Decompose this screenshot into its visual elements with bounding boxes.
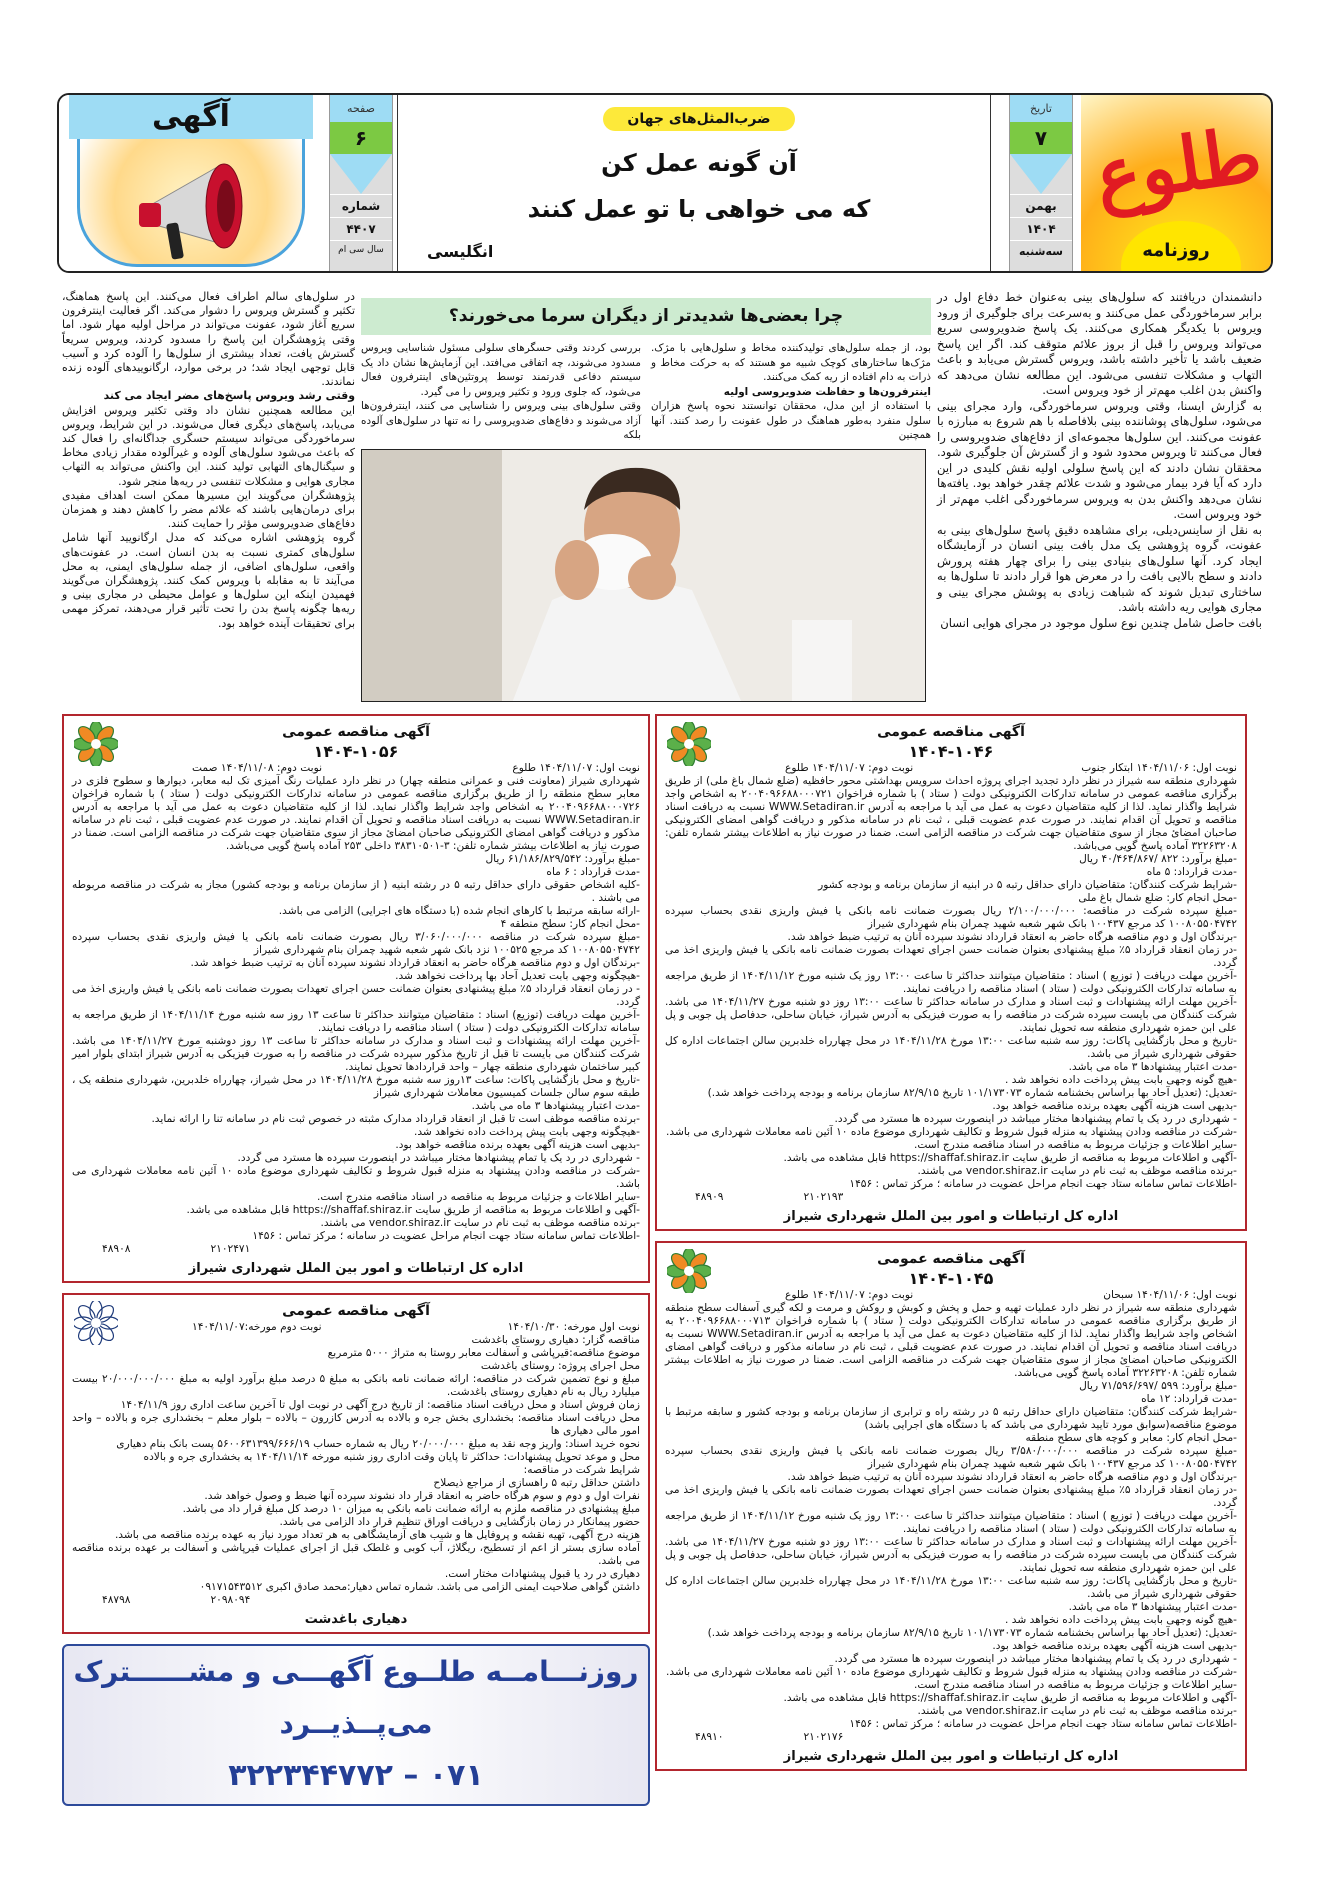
ad-title: آگهی مناقصه عمومی	[282, 724, 430, 740]
ad-clause: مبلغ پیشنهادی در مناقصه ملزم به ارائه ضمانت نامه بانکی به میزان ۱۰ درصد کل مبلغ قرار داد می باشد.	[182, 1503, 640, 1515]
ad-clause: -بدیهی است هزینه آگهی بعهده برنده مناقصه خواهد بود.	[992, 1100, 1237, 1112]
ad-clause: حضور پیمانکار در زمان بازگشایی و دریافت اوراق تنظیم قرار داد الزامی می باشد.	[279, 1516, 640, 1528]
ad-clause: نحوه خرید اسناد: واریز وجه نقد به مبلغ ۲۰/۰۰۰/۰۰۰ ریال به شماره حساب ۵۶۰۰۶۳۱۳۹۹/۶۶۶/۱۹ پست بانک بنام دهیاری	[116, 1438, 640, 1450]
ad-clause: -کلیه اشخاص حقوقی دارای حداقل رتبه ۵ در رشته ابنیه ( از سازمان برنامه و بودجه کشور) مجاز به شرکت در مناقصه مربوطه می باشند .	[72, 879, 641, 904]
ad-clause: -مبلغ برآورد: ۸۲۲ /۴۰/۴۶۴/۸۶۷ ریال	[1079, 853, 1237, 865]
ad-codes	[665, 1191, 1237, 1204]
ad-clause: -برندگان اول و دوم مناقصه هرگاه حاضر به انعقاد قرارداد نشوند سپرده آنان به ترتیب ضبط خواهد شد.	[190, 957, 640, 969]
ad-clause: -برنده مناقصه موظف به ثبت نام در سایت vendor.shiraz.ir می باشند.	[917, 1165, 1237, 1177]
ad-clause: -مدت اعتبار پیشنهادها ۳ ماه می باشد.	[1068, 1061, 1237, 1073]
ad-clause: آماده سازی بستر از اعم از تسطیح، ریگلاژ، آب کوبی و غلطک قبل از اجرای عملیات قیرپاشی و آسفالت بر عهده برنده مناقصه می باشد.	[72, 1542, 640, 1567]
ad-footer: دهیاری باغدشت	[304, 1612, 408, 1627]
ad-clause: -محل انجام کار: ضلع شمال باغ ملی	[1078, 892, 1237, 904]
ad-clause: -آگهی و اطلاعات مربوط به مناقصه از طریق سایت https://shaffaf.shiraz.ir قابل مشاهده می باشد.	[783, 1152, 1237, 1164]
first-publication: نوبت اول: ۱۴۰۴/۱۱/۰۷ طلوع	[512, 762, 640, 774]
ad-clause: -تعدیل: (تعدیل آحاد بها براساس بخشنامه شماره ۱۰۱/۱۷۳۰۷۳ تاریخ ۸۲/۹/۱۵ سازمان برنامه و بودجه پرداخت خواهد شد.)	[707, 1627, 1237, 1639]
ad-clause: -ارائه سابقه مرتبط با کارهای انجام شده (با دستگاه های اجرایی) الزامی می باشد.	[278, 905, 640, 917]
ad-clause: دهیاری در رد یا قبول پیشنهادات مختار است.	[444, 1568, 640, 1580]
article-paragraph: این مطالعه همچنین نشان داد وقتی تکثیر ویروس افزایش می‌یابد، پاسخ‌های دیگری فعال می‌شوند. در این شرایط، ویروس سرماخوردگی می‌تواند سیستم حسگری جداگانه‌ای را فعال کند که باعث می‌شود سلول‌های آلوده و غیرآلوده مقدار زیادی مخاط و سیگنال‌های التهابی تولید کنند. این واکنش می‌تواند به التهاب مجاری هوایی و مشکلات تنفسی در ریه‌ها منجر شود.	[62, 403, 355, 488]
ad-clause: - در زمان انعقاد قرارداد ۵٪ مبلغ پیشنهادی بعنوان ضمانت حسن اجرای تعهدات بصورت ضمانت نامه بانکی یا فیش واریزی اخذ می گردد.	[72, 983, 640, 1008]
article-photo	[361, 449, 926, 702]
ad-body	[665, 775, 1237, 1191]
ad-header	[665, 1249, 1237, 1289]
shiraz-municipality-logo-icon	[667, 722, 711, 766]
date-year: ۱۴۰۴	[1010, 217, 1072, 240]
ad-dates	[665, 762, 1237, 775]
ad-dates	[72, 1321, 640, 1334]
ad-number: ۱۴۰۴-۱۰۴۵	[908, 1269, 994, 1288]
proverb-label: ضرب‌المثل‌های جهان	[603, 107, 794, 131]
ad-clause: -تعدیل: (تعدیل آحاد بها براساس بخشنامه شماره ۱۰۱/۱۷۳۰۷۳ تاریخ ۸۲/۹/۱۵ سازمان برنامه و بودجه پرداخت خواهد شد.)	[707, 1087, 1237, 1099]
ad-codes	[72, 1594, 640, 1607]
ad-header	[665, 722, 1237, 762]
date-column	[1009, 95, 1073, 271]
ad-clause: -شرکت در مناقصه ودادن پیشنهاد به منزله قبول شروط و تکالیف شهرداری موضوع ماده ۱۰ آئین نامه معاملات شهرداری می باشد.	[72, 1165, 640, 1190]
article-paragraph: گروه پژوهشی اشاره می‌کند که مدل ارگانویید آنها شامل سلول‌های کمتری نسبت به بدن انسان است. در عفونت‌های واقعی، سلول‌های اضافی، از جمله سلول‌های ایمنی، به محل می‌آیند تا به مقابله با ویروس کمک کنند. پژوهشگران می‌گویند فهمیدن اینکه این سلول‌ها و عوامل محیطی در مجاری بینی و ریه‌ها چگونه پاسخ بدن را تحت تأثیر قرار می‌دهند، تمرکز مهمی برای تحقیقات آینده خواهد بود.	[62, 531, 355, 630]
first-publication: نوبت اول: ۱۴۰۴/۱۱/۰۶ سبحان	[1103, 1289, 1237, 1301]
issue-number: ۴۴۰۷	[330, 217, 392, 240]
ad-clause: -شرایط شرکت کنندگان: متقاضیان دارای حداقل رتبه ۵ در رشته راه و ترابری از سازمان برنامه و بودجه کشور و سابقه مرتبط با موضوع مناقصه(سوابق مورد تایید شهرداری می باشد که با دستگاه های اجرایی باشد)	[665, 1406, 1238, 1431]
subscribe-line2: می‌پــذیــرد	[279, 1707, 433, 1740]
ad-footer: اداره کل ارتباطات و امور بین الملل شهرداری شیراز	[783, 1749, 1119, 1764]
ad-clause: -آگهی و اطلاعات مربوط به مناقصه از طریق سایت https://shaffaf.shiraz.ir قابل مشاهده می باشد.	[783, 1692, 1237, 1704]
article-paragraph: وقتی سلول‌های بینی ویروس را شناسایی می کنند، اینترفرون‌ها آزاد می‌شوند و دفاع‌های ضدویروسی را نه تنها در سلول‌های آلوده بلکه	[361, 400, 641, 441]
ad-clause: مبلغ و نوع تضمین شرکت در مناقصه: ارائه ضمانت نامه بانکی به مبلغ ۵ درصد مبلغ برآورد اولیه به مبلغ ۲۰/۰۰۰/۰۰۰/۰۰۰ بیست میلیارد ریال به نام دهیاری روستای باغدشت.	[72, 1373, 640, 1398]
ad-clause: محل اجرای پروژه: روستای باغدشت	[480, 1360, 640, 1372]
ad-clause: محل و موعد تحویل پیشنهادات: حداکثر تا پایان وقت اداری روز شنبه مورخه ۱۴۰۴/۱۱/۱۴ به بخشداری جره و بالاده	[143, 1451, 640, 1463]
ad-clause: -سایر اطلاعات و جزئیات مربوط به مناقصه در اسناد مناقصه مندرج است.	[913, 1679, 1237, 1691]
masthead	[57, 93, 1273, 273]
tender-ad-baghdasht	[62, 1293, 650, 1634]
ad-title: آگهی مناقصه عمومی	[877, 1251, 1025, 1267]
ads-right-column	[655, 714, 1247, 1771]
ad-clause: -برندگان اول و دوم مناقصه هرگاه حاضر به انعقاد قرارداد نشوند سپرده آنان به ترتیب ضبط خواهد شد.	[787, 1471, 1237, 1483]
ad-codes	[665, 1731, 1237, 1744]
ad-clause: داشتن گواهی صلاحیت ایمنی الزامی می باشد. شماره تماس دهیار:محمد صادق اکبری ۰۹۱۷۱۵۴۳۵۱۲	[199, 1581, 640, 1593]
brand-sub: روزنامه	[1142, 240, 1210, 261]
ad-clause: -در زمان انعقاد قرارداد ۵٪ مبلغ پیشنهادی بعنوان ضمانت حسن اجرای تعهدات بصورت ضمانت نامه بانکی یا فیش واریزی اخذ می گردد.	[665, 944, 1237, 969]
ad-title: آگهی مناقصه عمومی	[282, 1303, 430, 1319]
ad-number: ۱۴۰۴-۱۰۴۶	[908, 742, 994, 761]
ad-clause: -آخرین مهلت دریافت ( توزیع ) اسناد : متقاضیان میتوانند حداکثر تا ساعت ۱۳:۰۰ روز یک شنبه مورخ ۱۴۰۴/۱۱/۱۲ از طریق مراجعه به سامانه تدارکات الکترونیکی دولت ( ستاد ) اسناد مناقصه را دریافت نمایند.	[665, 1510, 1237, 1535]
article-paragraph: بررسی کردند وقتی حسگرهای سلولی مسئول شناسایی ویروس مسدود می‌شوند، چه اتفاقی می‌افتد. این آزمایش‌ها نشان داد یک سیستم دفاعی قدرتمند توسط پروتئین‌های اینترفرون فعال می‌شود، که جلوی ورود و تکثیر ویروس را می گیرد.	[361, 342, 641, 398]
ad-codes	[72, 1243, 640, 1256]
divider	[990, 95, 991, 271]
ad-clause: -برنده مناقصه موظف به ثبت نام در سایت vendor.shiraz.ir می باشند.	[320, 1217, 640, 1229]
ad-clause: -شرکت در مناقصه ودادن پیشنهاد به منزله قبول شروط و تکالیف شهرداری موضوع ماده ۱۰ آئین نامه معاملات شهرداری می باشد.	[666, 1666, 1237, 1678]
ad-clause: - شهرداری در رد یک یا تمام پیشنهادها مختار میباشد در اینصورت سپرده ها مسترد می گردد.	[834, 1653, 1237, 1665]
article-paragraph: دانشمندان دریافتند که سلول‌های بینی به‌عنوان خط دفاع اول در برابر سرماخوردگی عمل می‌کنند و به‌سرعت برای جلوگیری از ورود ویروس با یکدیگر همکاری می‌کنند. یک پاسخ ضدویروسی سریع می‌تواند ویروس را قبل از بروز علائم متوقف کند. اگر این پاسخ ضعیف باشد یا تأخیر داشته باشد، ویروس گسترش می‌یابد و باعث التهاب و مشکلات تنفسی می‌شود. این مطالعه نشان می‌دهد که واکنش بدن اغلب مهم‌تر از خود ویروس است.	[937, 290, 1262, 397]
page-label: صفحه	[330, 95, 392, 122]
ad-clause: -آخرین مهلت ارائه پیشنهادات و ثبت اسناد و مدارک در سامانه حداکثر تا ساعت ۱۳:۰۰ روز دو شنبه مورخ ۱۴۰۴/۱۱/۲۷ می باشد. شرکت کنندگان می بایست سپرده شرکت در مناقصه را به صورت فیزیکی به آدرس شیراز، خیابان ساحلی، حدفاصل پل جوبی و پل علی ابن حمزه شهرداری منطقه سه تحویل نمایند.	[665, 996, 1237, 1034]
ad-clause: -تاریخ و محل بازگشایی پاکات: ساعت ۱۳روز سه شنبه مورخ ۱۴۰۴/۱۱/۲۸ در محل شیراز، چهارراه خلدبرین، شهرداری منطقه یک ، طبقه سوم سالن جلسات کمیسیون معاملات شهرداری شیراز	[72, 1074, 640, 1099]
newspaper-logo	[1081, 95, 1271, 271]
date-day: ۷	[1010, 122, 1072, 154]
ad-clause: شهرداری منطقه سه شیراز در نظر دارد تجدید اجرای پروژه احداث سرویس بهداشتی محور حافظیه (ضلع شمال باغ ملی) از طریق برگزاری مناقصه عمومی در سامانه تدارکات الکترونیکی دولت ( ستاد ) با شماره فراخوان ۲۰۰۴۰۹۶۶۸۸۰۰۰۷۲۱ به اشخاص واجد شرایط واگذار نماید. لذا از کلیه متقاضیان دعوت به عمل می آید با مراجعه به آدرس WWW.Setadiran.ir نسبت به دریافت اسناد مناقصه و تحویل آن اقدام نمایند. در صورت عدم عضویت قبلی ، ثبت نام در سامانه مذکور و دریافت گواهی امضای الکترونیکی صاحبان امضائ مجاز از سوی متقاضیان جهت شرکت در مناقصه الزامی است. ضمنا در صورت نیاز به اطلاعات بیشتر شماره تلفن: ۳۲۲۶۳۲۰۸ آماده پاسخ گویی می‌باشد.	[665, 775, 1237, 852]
ad-clause: -اطلاعات تماس سامانه ستاد جهت انجام مراحل عضویت در سامانه ؛ مرکز تماس : ۱۴۵۶	[849, 1178, 1237, 1190]
tender-ad-1045	[655, 1241, 1247, 1771]
ad-clause: -آخرین مهلت دریافت ( توزیع ) اسناد : متقاضیان میتوانند حداکثر تا ساعت ۱۳:۰۰ روز یک شنبه مورخ ۱۴۰۴/۱۱/۱۲ از طریق مراجعه به سامانه تدارکات الکترونیکی دولت ( ستاد ) اسناد مناقصه را دریافت نمایند.	[665, 970, 1237, 995]
article-paragraph: به نقل از ساینس‌دیلی، برای مشاهده دقیق پاسخ سلول‌های بینی به عفونت، گروه پژوهشی یک مدل بافت بینی انسان در آزمایشگاه ایجاد کرد. آنها سلول‌های بنیادی بینی را برای چهار هفته پرورش دادند و سطح بالایی بافت را در معرض هوا قرار دادند تا سلول‌ها به ساختاری تبدیل شوند که شباهت زیادی به پوشش مجرای بینی و مجاری هوایی ریه داشته باشد.	[937, 522, 1262, 614]
article	[62, 290, 1265, 702]
ad-clause: -شرایط شرکت کنندگان: متقاضیان دارای حداقل رتبه ۵ در ابنیه از سازمان برنامه و بودجه کشور	[818, 879, 1237, 891]
ad-clause: -مدت قرارداد : ۶ ماه	[546, 866, 640, 878]
issue-label: شماره	[330, 194, 392, 217]
ad-dates	[665, 1289, 1237, 1302]
ad-clause: شهرداری شیراز (معاونت فنی و عمرانی منطقه چهار) در نظر دارد عملیات رنگ آمیزی تک لبه معابر، دیوارها و سطوح فلزی در معابر سطح منطقه را از طریق برگزاری مناقصه عمومی در سامانه تدارکات الکترونیکی دولت ( ستاد ) با شماره فراخوان ۲۰۰۴۰۹۶۶۸۸۰۰۰۷۲۶ به اشخاص واجد شرایط واگذار نماید. لذا از کلیه متقاضیان دعوت به عمل می آید با مراجعه به آدرس WWW.Setadiran.ir نسبت به دریافت اسناد مناقصه و تحویل آن اقدام نمایند. در صورت عدم عضویت قبلی ، ثبت نام در سامانه مذکور و دریافت گواهی امضای الکترونیکی صاحبان امضائ مجاز از سوی متقاضیان جهت شرکت در مناقصه الزامی است. ضمنا در صورت نیاز به اطلاعات بیشتر شماره تلفن: ۳-۳۸۳۱۰۵۰۱ داخلی ۲۵۳ آماده پاسخ گویی می‌باشد.	[72, 775, 640, 852]
article-subheading: اینترفرون‌ها و حفاظت ضدویروسی اولیه	[723, 385, 931, 398]
ad-clause: -مدت قرارداد: ۵ ماه	[1146, 866, 1237, 878]
ad-clause: -برندگان اول و دوم مناقصه هرگاه حاضر به انعقاد قرارداد نشوند سپرده آنان به ترتیب ضبط خواهد شد.	[787, 931, 1237, 943]
article-paragraph: بافت حاصل شامل چندین نوع سلول موجود در مجرای هوایی انسان	[940, 615, 1262, 630]
ad-clause: -اطلاعات تماس سامانه ستاد جهت انجام مراحل عضویت در سامانه ؛ مرکز تماس : ۱۴۵۶	[849, 1718, 1237, 1730]
date-label: تاریخ	[1010, 95, 1072, 122]
article-column	[651, 341, 931, 443]
ad-title: آگهی مناقصه عمومی	[877, 724, 1025, 740]
ad-header	[72, 1301, 640, 1321]
ad-clause: -محل انجام کار: معابر و کوچه های سطح منطقه	[1025, 1432, 1237, 1444]
ad-clause: -سایر اطلاعات و جزئیات مربوط به مناقصه در اسناد مناقصه مندرج است.	[316, 1191, 640, 1203]
ad-code: ۴۸۷۹۸	[102, 1594, 131, 1606]
date-weekday: سه‌شنبه	[1010, 240, 1072, 262]
ad-clause: شرایط شرکت در مناقصه:	[523, 1464, 640, 1476]
ad-code: ۲۱۰۲۱۹۳	[803, 1191, 844, 1203]
ad-clause: -تاریخ و محل بازگشایی پاکات: روز سه شنبه ساعت ۱۳:۰۰ مورخ ۱۴۰۴/۱۱/۲۸ در محل چهارراه خلدبرین سالن اجتماعات اداره کل حقوقی شهرداری شیراز می باشد.	[665, 1575, 1238, 1600]
second-publication: نوبت دوم: ۱۴۰۴/۱۱/۰۷ طلوع	[785, 762, 914, 774]
divider	[397, 95, 398, 271]
ad-clause: شهرداری منطقه سه شیراز در نظر دارد عملیات تهیه و حمل و پخش و کوبش و روکش و مرمت و لکه گیری آسفالت سطح منطقه از طریق برگزاری مناقصه عمومی در سامانه تدارکات الکترونیکی دولت ( ستاد ) با شماره فراخوان ۲۰۰۴۰۹۶۶۸۸۰۰۰۷۱۳ به اشخاص واجد شرایط واگذار نماید. لذا از کلیه متقاضیان دعوت به عمل می آید با مراجعه به آدرس WWW.Setadiran.ir نسبت به دریافت اسناد مناقصه و تحویل آن اقدام نمایند. در صورت عدم عضویت قبلی ، ثبت نام در سامانه مذکور و دریافت گواهی امضای الکترونیکی صاحبان امضائ مجاز از سوی متقاضیان جهت شرکت در مناقصه الزامی است. ضمنا در صورت نیاز به اطلاعات بیشتر شماره تلفن: ۳۲۲۶۳۲۰۸ آماده پاسخ گویی می‌باشد.	[665, 1302, 1238, 1379]
shiraz-municipality-logo-icon	[667, 1249, 711, 1293]
page-column	[329, 95, 393, 271]
ad-clause: -آخرین مهلت ارائه پیشنهادات و ثبت اسناد و مدارک در سامانه حداکثر تا ساعت ۱۳:۰۰ روز دو شنبه مورخ ۱۴۰۴/۱۱/۲۷ می باشد. شرکت کنندگان می بایست سپرده شرکت در مناقصه را به صورت فیزیکی به آدرس شیراز، خیابان ساحلی، حدفاصل پل جوبی و پل علی ابن حمزه شهرداری منطقه سه تحویل نمایند.	[665, 1536, 1237, 1574]
article-middle	[361, 290, 931, 702]
article-headline: چرا بعضی‌ها شدیدتر از دیگران سرما می‌خورند؟	[361, 298, 931, 335]
ad-clause: -هیچ گونه وجهی بابت پیش پرداخت داده نخواهد شد .	[1005, 1074, 1237, 1086]
ad-clause: -سایر اطلاعات و جزئیات مربوط به مناقصه در اسناد مناقصه مندرج است.	[913, 1139, 1237, 1151]
ad-clause: -هیچ گونه وجهی بابت پیش پرداخت داده نخواهد شد .	[1005, 1614, 1237, 1626]
ad-clause: -مبلغ سپرده شرکت در مناقصه ۳/۵۸۰/۰۰۰/۰۰۰ ریال بصورت ضمانت نامه بانکی یا فیش واریزی نقدی بحساب سپرده ۱۰۰۸۰۵۵۰۴۷۴۲ کد مرجع ۱۰۰۴۳۷ بانک شهر شعبه شهید چمران بنام شهرداری شیراز	[665, 1445, 1237, 1470]
article-paragraph: پژوهشگران می‌گویند این مسیرها ممکن است اهداف مفیدی برای درمان‌هایی باشند که علائم مضر را کاهش دهند و همزمان دفاع‌های ضدویروسی مؤثر را حمایت کنند.	[62, 488, 355, 531]
megaphone-icon	[129, 151, 259, 266]
ad-clause: مناقصه گزار: دهیاری روستای باغدشت	[471, 1334, 640, 1346]
section-logo	[59, 95, 323, 271]
page-number: ۶	[330, 122, 392, 154]
ad-code: ۲۱۰۲۱۷۶	[803, 1731, 844, 1743]
ad-clause: -مدت اعتبار پیشنهادها ۳ ماه می باشد.	[1068, 1601, 1237, 1613]
article-paragraph: به گزارش ایسنا، وقتی ویروس سرماخوردگی، وارد مجرای بینی می‌شود، سلول‌های پوشاننده بینی بلافاصله با هم شروع به مبارزه با عفونت می‌کنند. این سلول‌ها مجموعه‌ای از دفاع‌های ضدویروسی را فعال می‌کنند تا ویروس محدود شود و از گسترش آن جلوگیری شود. محققان نشان دادند که این پاسخ سلولی اولیه نقش کلیدی در این دارد که آیا فرد بیمار می‌شود و شدت علائم چقدر خواهد بود. یافته‌ها نشان می‌دهد واکنش بدن به ویروس سرماخوردگی اغلب مهم‌تر از خود ویروس است.	[937, 398, 1262, 521]
ad-clause: -اطلاعات تماس سامانه ستاد جهت انجام مراحل عضویت در سامانه ؛ مرکز تماس : ۱۴۵۶	[252, 1230, 640, 1242]
ad-clause: -بدیهی است هزینه آگهی بعهده برنده مناقصه خواهد بود.	[992, 1640, 1237, 1652]
ad-clause: -مبلغ برآورد: ۵۹۹ /۷۱/۵۹۶/۶۹۷ ریال	[1079, 1380, 1237, 1392]
ad-clause: -مدت اعتبار پیشنهادها ۳ ماه می باشد.	[471, 1100, 640, 1112]
proverb-line1: آن گونه عمل کن	[601, 149, 797, 177]
proverb-language: انگلیسی	[427, 242, 494, 261]
subscription-banner	[62, 1644, 650, 1806]
ad-clause: -برنده مناقصه موظف است تا قبل از انعقاد قرارداد مدارک مثبته در خصوص ثبت نام در سامانه تنا را ارائه نماید.	[151, 1113, 640, 1125]
ad-clause: -مبلغ برآورد: ۶۱/۱۸۶/۸۲۹/۵۴۲ ریال	[485, 853, 640, 865]
ad-code: ۴۸۹۱۰	[695, 1731, 724, 1743]
ad-number: ۱۴۰۴-۱۰۵۶	[313, 742, 399, 761]
ad-clause: نفرات اول و دوم و سوم هرگاه حاضر به انعقاد قرار داد نشوند سپرده آنها ضبط و وصول خواهد شد.	[204, 1490, 640, 1502]
tender-ad-1056	[62, 714, 650, 1283]
article-subheading: وقتی رشد ویروس پاسخ‌های مضر ایجاد می کند	[103, 389, 355, 403]
ad-clause: -مبلغ سپرده شرکت در مناقصه: ۲/۱۰۰/۰۰۰/۰۰۰ ریال بصورت ضمانت نامه بانکی یا فیش واریزی نقدی بحساب سپرده ۱۰۰۸۰۵۵۰۴۷۴۲ کد مرجع ۱۰۰۴۳۷ بانک شهر شعبه شهید چمران بنام شهرداری شیراز	[665, 905, 1238, 930]
ad-clause: - شهرداری در رد یک یا تمام پیشنهادها مختار میباشد در اینصورت سپرده ها مسترد می گردد.	[237, 1152, 640, 1164]
ad-clause: - شهرداری در رد یک یا تمام پیشنهادها مختار میباشد در اینصورت سپرده ها مسترد می گردد.	[834, 1113, 1237, 1125]
ad-clause: -محل انجام کار: سطح منطقه ۴	[500, 918, 640, 930]
ad-body	[72, 775, 640, 1243]
proverb-box	[399, 95, 999, 271]
ad-clause: زمان فروش اسناد و محل دریافت اسناد مناقصه: از تاریخ درج آگهی در نوبت اول تا آخرین ساعت اداری روز ۱۴۰۴/۱۱/۹	[120, 1399, 640, 1411]
ad-clause: -تاریخ و محل بازگشایی پاکات: روز سه شنبه ساعت ۱۳:۰۰ مورخ ۱۴۰۴/۱۱/۲۸ در محل چهارراه خلدبرین سالن اجتماعات اداره کل حقوقی شهرداری شیراز می باشد.	[665, 1035, 1238, 1060]
ad-clause: -برنده مناقصه موظف به ثبت نام در سایت vendor.shiraz.ir می باشند.	[917, 1705, 1237, 1717]
ad-code: ۴۸۹۰۹	[695, 1191, 724, 1203]
date-month: بهمن	[1010, 194, 1072, 217]
article-column	[937, 290, 1262, 631]
ad-code: ۲۰۹۸۰۹۴	[210, 1594, 251, 1606]
dehyari-logo-icon	[74, 1301, 118, 1345]
first-publication: نوبت اول: ۱۴۰۴/۱۱/۰۶ ابتکار جنوب	[1081, 762, 1237, 774]
ad-clause: -آخرین مهلت ارائه پیشنهادات و ثبت اسناد و مدارک در سامانه حداکثر تا ساعت ۱۳ روز دوشنبه مورخ ۱۴۰۴/۱۱/۲۷ می باشد. شرکت کنندگان می بایست تا قبل از تاریخ مذکور سپرده شرکت در مناقصه را به صورت فیزیکی به آدرس شیراز ابتدای بلوار امیر کبیر ساختمان شهرداری منطقه چهار – واحد قراردادها تحویل نمایند.	[72, 1035, 640, 1073]
ad-body	[665, 1302, 1237, 1731]
ad-clause: محل دریافت اسناد مناقصه: بخشداری بخش جره و بالاده به آدرس کازرون – بالاده – بلوار معلم – بخشداری جره و بالاده – واحد امور مالی دهیاری ها	[72, 1412, 640, 1437]
ad-clause: داشتن حداقل رتبه ۵ راهسازی از مراجع ذیصلاح	[433, 1477, 640, 1489]
ad-body	[72, 1334, 640, 1594]
ad-clause: -شرکت در مناقصه ودادن پیشنهاد به منزله قبول شروط و تکالیف شهرداری موضوع ماده ۱۰ آئین نامه معاملات شهرداری می باشد.	[666, 1126, 1237, 1138]
year-label: سال سی ام	[330, 240, 392, 259]
second-publication: نوبت دوم: ۱۴۰۴/۱۱/۰۷ طلوع	[785, 1289, 914, 1301]
ad-clause: -آگهی و اطلاعات مربوط به مناقصه از طریق سایت https://shaffaf.shiraz.ir قابل مشاهده می باشد.	[186, 1204, 640, 1216]
ad-clause: -هیچگونه وجهی بابت پیش پرداخت داده نخواهد شد.	[413, 1126, 640, 1138]
ad-footer: اداره کل ارتباطات و امور بین الملل شهرداری شیراز	[783, 1209, 1119, 1224]
ad-clause: -آخرین مهلت دریافت (توزیع) اسناد : متقاضیان میتوانند حداکثر تا ساعت ۱۳ روز سه شنبه مورخ ۱۴۰۴/۱۱/۱۴ از طریق مراجعه به سامانه تدارکات الکترونیکی دولت ( ستاد ) اسناد مناقصه را دریافت نمایند.	[72, 1009, 641, 1034]
article-middle-text	[361, 341, 931, 443]
brand-name: طلوع	[1090, 111, 1267, 221]
subscribe-line1: روزنـــامــه طلــوع آگهـــی و مشــــــترک	[73, 1655, 639, 1688]
article-paragraph: با استفاده از این مدل، محققان توانستند نحوه پاسخ هزاران سلول منفرد به‌طور هماهنگ در طول عفونت را رصد کنند. آنها همچنین	[651, 400, 931, 441]
first-publication: نوبت اول مورخه: ۱۴۰۴/۱۰/۳۰	[507, 1321, 640, 1333]
ad-header	[72, 722, 640, 762]
ad-clause: موضوع مناقصه:قیرپاشی و آسفالت معابر روستا به متراژ ۵۰۰۰ مترمربع	[327, 1347, 640, 1359]
article-paragraph: در سلول‌های سالم اطراف فعال می‌کنند. این پاسخ هماهنگ، تکثیر و گسترش ویروس را دشوار می‌کند. اگر فعالیت اینترفرون سریع آغاز شود، عفونت می‌تواند در مراحل اولیه مهار شود. اما وقتی پژوهشگران این پاسخ را مسدود کردند، ویروس سریعاً گسترش یافت، تعداد بیشتری از سلول‌ها را آلوده کرد و آسیب قابل توجهی ایجاد شد؛ در برخی موارد، ارگانوییدهای آلوده زنده نماندند.	[62, 290, 355, 389]
ads-left-column	[62, 714, 650, 1806]
ad-clause: -مدت قرارداد: ۱۲ ماه	[1141, 1393, 1237, 1405]
tender-ad-1046	[655, 714, 1247, 1231]
ad-clause: -در زمان انعقاد قرارداد ۵٪ مبلغ پیشنهادی بعنوان ضمانت حسن اجرای تعهدات بصورت ضمانت نامه بانکی یا فیش واریزی اخذ می گردد.	[665, 1484, 1237, 1509]
ad-footer: اداره کل ارتباطات و امور بین الملل شهرداری شیراز	[188, 1261, 524, 1276]
article-column	[361, 341, 641, 443]
ad-clause: -بدیهی است هزینه آگهی بعهده برنده مناقصه خواهد بود.	[395, 1139, 640, 1151]
ad-code: ۲۱۰۲۴۷۱	[210, 1243, 251, 1255]
article-paragraph: بود، از جمله سلول‌های تولیدکننده مخاط و سلول‌هایی با مژک. مژک‌ها ساختارهای کوچک شبیه مو هستند که به حرکت مخاط و ذرات به دام افتاده از ریه کمک می‌کنند.	[651, 342, 931, 383]
subscribe-phone: ۰۷۱ – ۳۲۲۳۴۴۷۷۲	[228, 1758, 484, 1793]
shiraz-municipality-logo-icon	[74, 722, 118, 766]
section-title: آگهی	[69, 95, 313, 139]
proverb-line2: که می خواهی با تو عمل کنند	[527, 195, 871, 223]
sneezing-man-image	[362, 450, 926, 702]
ad-clause: -مبلغ سپرده شرکت در مناقصه ۳/۰۶۰/۰۰۰/۰۰۰ ریال بصورت ضمانت نامه بانکی یا فیش واریزی نقدی بحساب سپرده ۱۰۰۸۰۵۵۰۴۷۴۲ کد مرجع ۱۰۰۵۲۵ نزد بانک شهر شعبه شهید چمران بنام شهرداری شیراز	[72, 931, 640, 956]
ad-clause: -هیچگونه وجهی بابت تعدیل آحاد بها پرداخت نخواهد شد.	[395, 970, 640, 982]
article-column	[62, 290, 355, 631]
ad-clause: هزینه درج آگهی، تهیه نقشه و پروفایل ها و شیب های آزمایشگاهی به هر تعداد مورد نیاز به عهده برنده مناقصه می باشد.	[114, 1529, 640, 1541]
ad-code: ۴۸۹۰۸	[102, 1243, 131, 1255]
ad-dates	[72, 762, 640, 775]
second-publication: نوبت دوم: ۱۴۰۴/۱۱/۰۸ صمت	[192, 762, 323, 774]
second-publication: نوبت دوم مورخه:۱۴۰۴/۱۱/۰۷	[192, 1321, 322, 1333]
